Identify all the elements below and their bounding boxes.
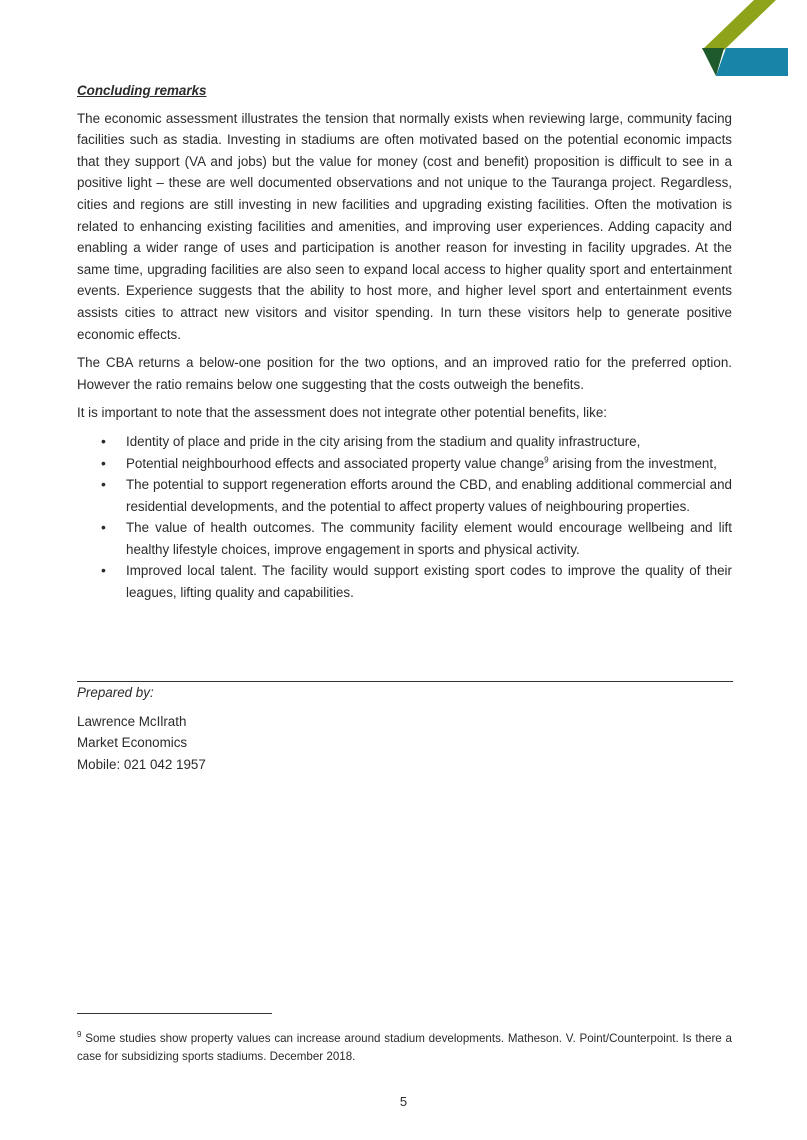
list-item-text: Potential neighbourhood effects and associated property value change	[126, 455, 545, 471]
footnote-reference: 9	[544, 455, 549, 465]
author-name: Lawrence McIlrath	[77, 713, 187, 729]
benefits-list	[77, 431, 732, 604]
bullet-icon: •	[101, 454, 106, 471]
list-item	[77, 431, 732, 453]
page-number: 5	[399, 1094, 408, 1109]
footnote-number: 9	[77, 1030, 82, 1040]
list-item	[77, 560, 732, 603]
footnote-text: Some studies show property values can increase around stadium developments. Matheson. V. Point/Counterpoint. Is there a case for subsidizing sports stadiums. December 2018.	[77, 1032, 732, 1063]
bullet-icon: •	[101, 476, 106, 493]
list-item	[77, 453, 732, 475]
bullet-icon: •	[101, 432, 106, 449]
list-item-text: The value of health outcomes. The community facility element would encourage wellbeing and lift healthy lifestyle choices, improve engagement in sports and physical activity.	[126, 520, 732, 557]
prepared-by-label: Prepared by:	[77, 685, 154, 700]
paragraph-cba: The CBA returns a below-one position for the two options, and an improved ratio for the preferred option. However the ratio remains below one suggesting that the costs outweigh the benefits.	[77, 355, 732, 392]
footnote-divider	[77, 1013, 272, 1014]
list-item-text: Identity of place and pride in the city arising from the stadium and quality infrastructure,	[126, 433, 641, 449]
list-item	[77, 474, 732, 517]
list-item-text: The potential to support regeneration efforts around the CBD, and enabling additional commercial and residential developments, and the potential to affect property values of neighbouring properties.	[126, 477, 732, 514]
author-company: Market Economics	[77, 735, 188, 751]
paragraph-economic-assessment: The economic assessment illustrates the tension that normally exists when reviewing large, community facing facilities such as stadia. Investing in stadiums are often motivated based on the potential economic impacts that they support (VA and jobs) but the value for money (cost and benefit) proposition is difficult to see in a positive light – these are well documented observations and not unique to the Tauranga project. Regardless, cities and regions are still investing in new facilities and upgrading existing facilities. Often the motivation is related to enhancing existing facilities and amenities, and improving user experiences. Adding capacity and enabling a wider range of uses and participation is another reason for investing in facility upgrades. At the same time, upgrading facilities are also seen to expand local access to higher quality sport and entertainment events. Experience suggests that the ability to host more, and higher level sport and entertainment events assists cities to attract new visitors and visitor spending. In turn these visitors help to generate positive economic effects.	[77, 110, 732, 342]
bullet-icon: •	[101, 562, 106, 579]
logo-green-shape	[702, 0, 776, 50]
main-content	[77, 80, 732, 604]
logo-blue-shape	[716, 48, 788, 76]
section-heading: Concluding remarks	[77, 83, 207, 98]
list-item-text: Improved local talent. The facility would support existing sport codes to improve the quality of their leagues, lifting quality and capabilities.	[126, 563, 732, 601]
author-mobile: Mobile: 021 042 1957	[77, 756, 206, 772]
list-item	[77, 517, 732, 560]
bullet-icon: •	[101, 519, 106, 536]
footnote	[77, 1030, 732, 1066]
list-item-text-after: arising from the investment,	[548, 455, 717, 471]
prepared-by-block	[77, 682, 732, 775]
paragraph-other-benefits: It is important to note that the assessment does not integrate other potential benefits, like:	[77, 405, 607, 421]
company-logo	[700, 0, 790, 78]
